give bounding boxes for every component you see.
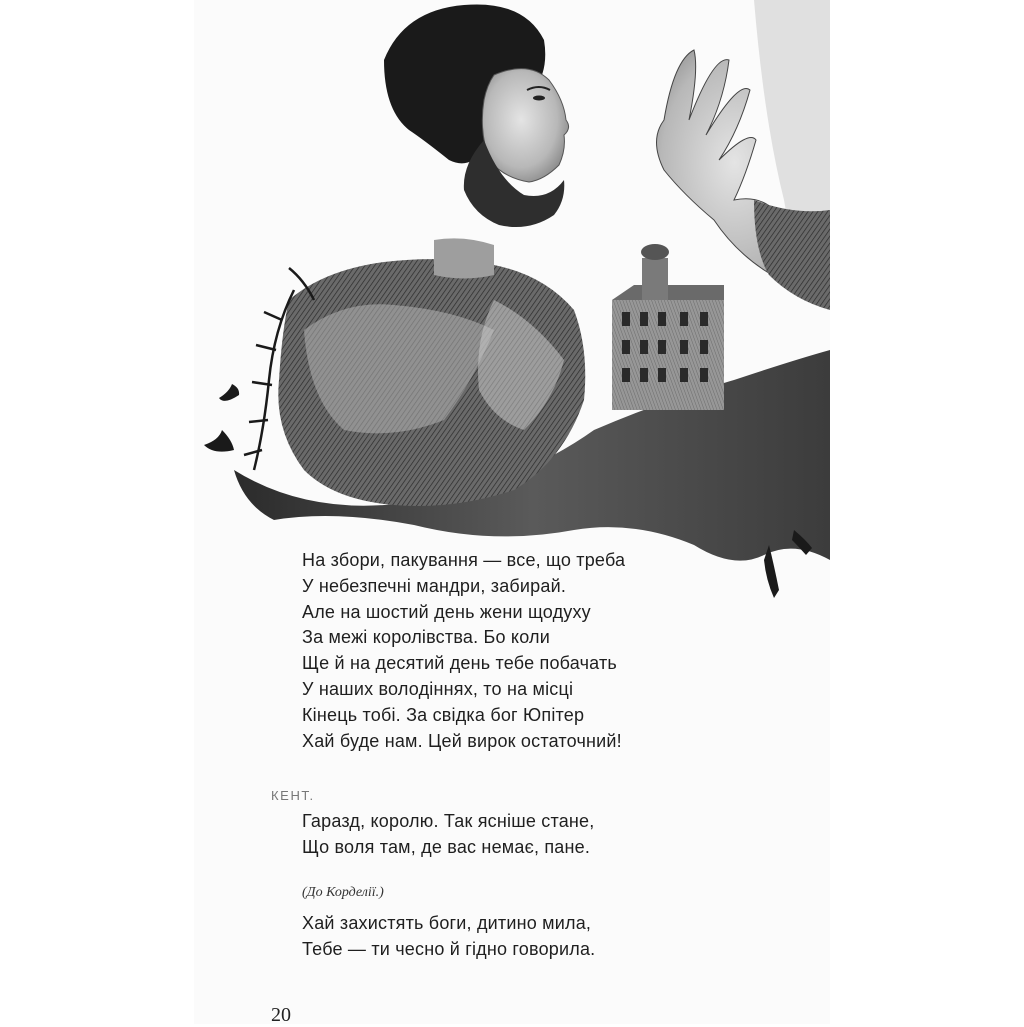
verse-line: Хай буде нам. Цей вирок остаточний! <box>302 730 622 751</box>
verse-line: Що воля там, де вас немає, пане. <box>302 836 591 857</box>
verse-line: Хай захистять боги, дитино мила, <box>302 913 592 933</box>
verse-line: Ще й на десятий день тебе побачать <box>302 653 617 674</box>
verse-block-2 <box>302 809 802 861</box>
stage-direction: (До Корделії.) <box>302 885 384 900</box>
page-number: 20 <box>271 1004 291 1026</box>
illustration <box>194 0 830 600</box>
tower-building <box>612 244 724 410</box>
verse-block-3 <box>302 911 802 963</box>
verse-line: Кінець тобі. За свідка бог Юпітер <box>302 704 585 725</box>
verse-line: Гаразд, королю. Так ясніше стане, <box>302 811 595 831</box>
verse-line: Але на шостий день жени щодуху <box>302 601 591 622</box>
verse-line: У небезпечні мандри, забирай. <box>302 575 567 596</box>
verse-line: За межі королівства. Бо коли <box>302 627 550 648</box>
speaker-name: КЕНТ. <box>271 788 315 803</box>
verse-line: Тебе — ти чесно й гідно говорила. <box>302 938 596 959</box>
verse-line: У наших володіннях, то на місці <box>302 678 574 699</box>
man-figure <box>278 4 585 506</box>
verse-block-1 <box>302 548 802 754</box>
verse-line: На збори, пакування — все, що треба <box>302 550 626 570</box>
